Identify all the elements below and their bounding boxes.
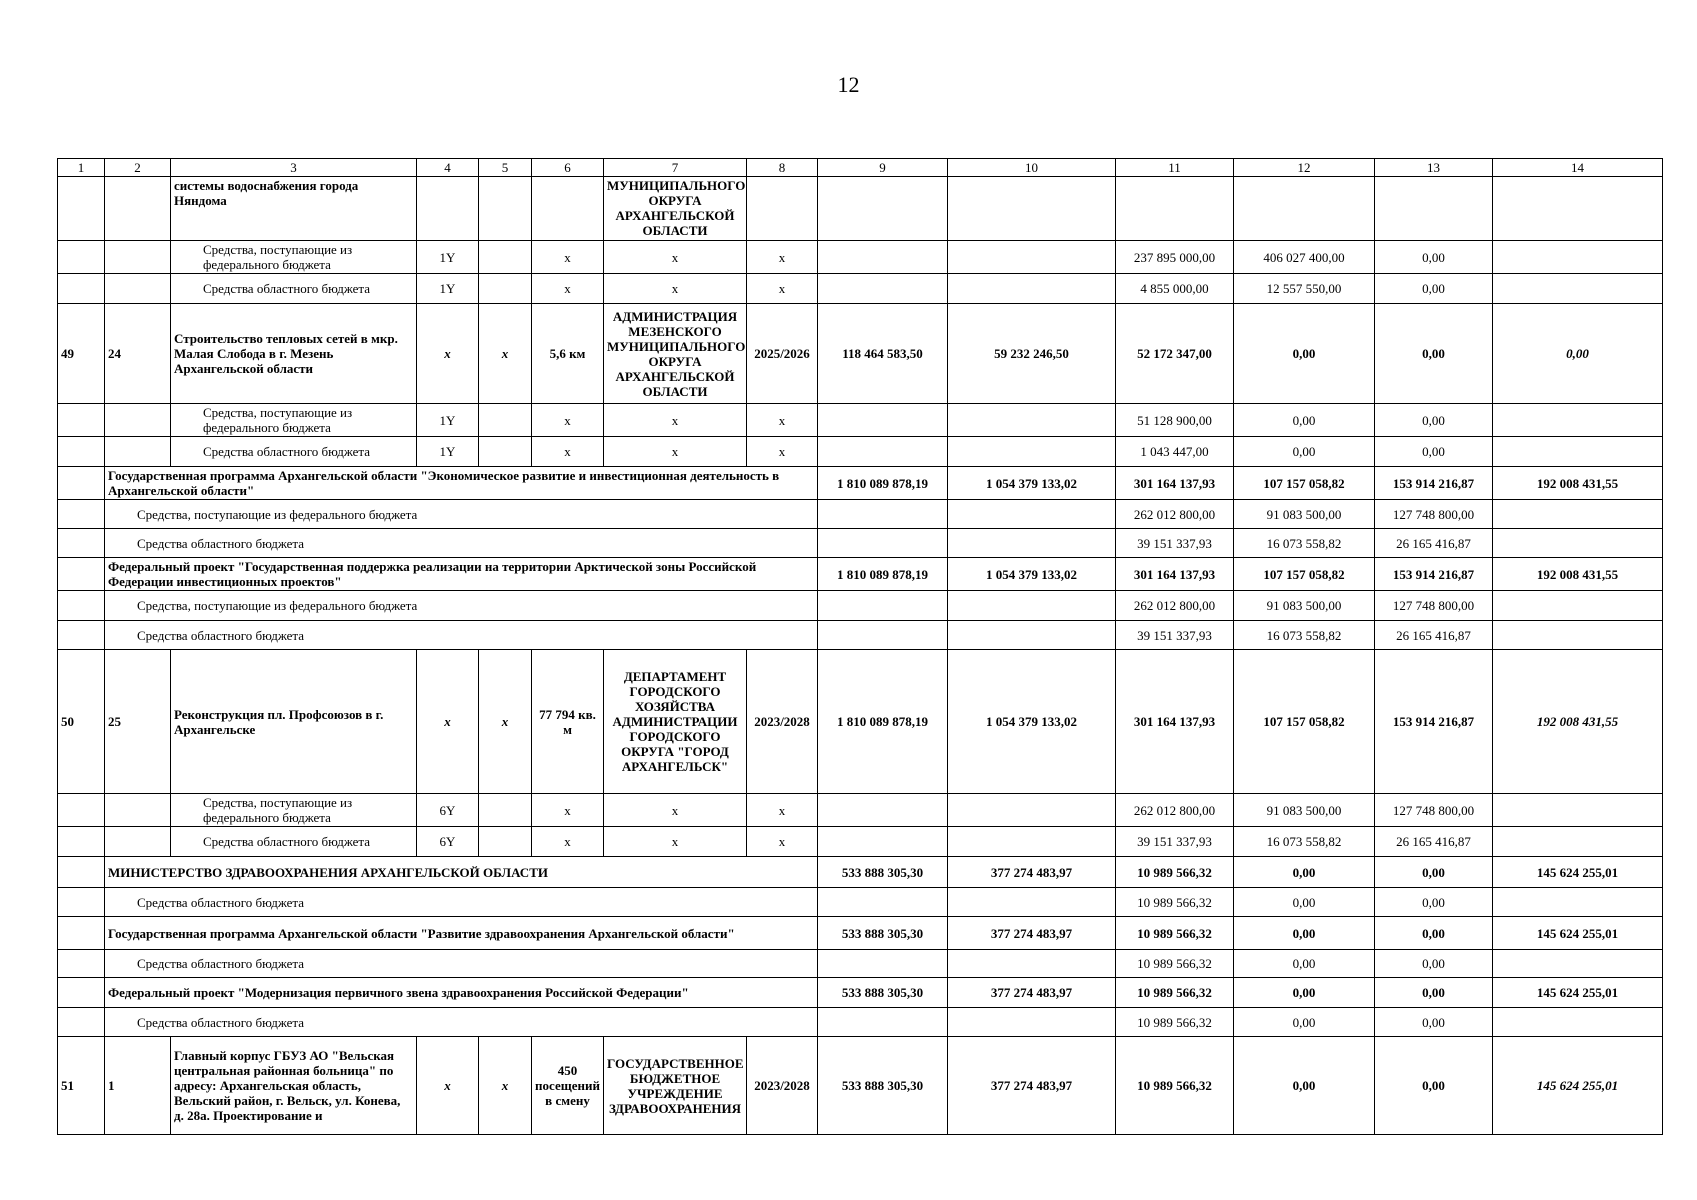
capacity-cell: 5,6 км	[532, 304, 604, 404]
empty-cell	[948, 274, 1116, 304]
empty-cell	[948, 1008, 1116, 1037]
amount-cell: 1 054 379 133,02	[948, 558, 1116, 591]
mark-cell: х	[532, 274, 604, 304]
empty-cell	[818, 827, 948, 857]
code-cell: х	[417, 650, 479, 794]
amount-cell: 10 989 566,32	[1116, 1037, 1234, 1135]
empty-cell	[58, 437, 105, 467]
amount-cell: 10 989 566,32	[1116, 978, 1234, 1008]
capacity-cell	[532, 177, 604, 241]
amount-cell: 107 157 058,82	[1234, 650, 1375, 794]
code-cell: х	[417, 304, 479, 404]
program-title-cell: Государственная программа Архангельской области "Экономическое развитие и инвестиционная деятельность в Архангельской области"	[105, 467, 818, 500]
empty-cell	[948, 888, 1116, 917]
funding-source-label: Средства областного бюджета	[171, 827, 417, 857]
amount-cell: 153 914 216,87	[1375, 558, 1493, 591]
code-cell: 1Y	[417, 404, 479, 437]
funding-source-label: Средства, поступающие из федерального бюджета	[105, 591, 818, 621]
item-number-cell: 1	[105, 1037, 171, 1135]
funding-source-label: Средства областного бюджета	[105, 1008, 818, 1037]
empty-cell	[58, 591, 105, 621]
amount-cell: 107 157 058,82	[1234, 558, 1375, 591]
empty-cell	[818, 404, 948, 437]
empty-cell	[58, 827, 105, 857]
code-cell: 1Y	[417, 437, 479, 467]
amount-cell: 10 989 566,32	[1116, 857, 1234, 888]
mark-cell: х	[604, 404, 747, 437]
empty-cell	[1493, 274, 1663, 304]
program-total-row	[58, 558, 1663, 591]
project-row	[58, 304, 1663, 404]
column-header: 14	[1493, 159, 1663, 177]
funding-source-label: Средства областного бюджета	[105, 888, 818, 917]
empty-cell	[948, 621, 1116, 650]
amount-cell: 301 164 137,93	[1116, 558, 1234, 591]
program-total-row	[58, 917, 1663, 950]
page-number: 12	[837, 72, 860, 97]
amount-cell: 192 008 431,55	[1493, 558, 1663, 591]
empty-cell	[58, 950, 105, 978]
amount-cell: 16 073 558,82	[1234, 621, 1375, 650]
funding-source-row	[58, 404, 1663, 437]
amount-cell: 0,00	[1234, 950, 1375, 978]
amount-cell	[818, 177, 948, 241]
amount-cell: 145 624 255,01	[1493, 917, 1663, 950]
amount-cell: 377 274 483,97	[948, 857, 1116, 888]
row-number-cell: 51	[58, 1037, 105, 1135]
empty-cell	[948, 500, 1116, 529]
column-header: 9	[818, 159, 948, 177]
empty-cell	[818, 794, 948, 827]
amount-cell: 39 151 337,93	[1116, 827, 1234, 857]
empty-cell	[58, 794, 105, 827]
amount-cell: 0,00	[1375, 1037, 1493, 1135]
amount-cell: 0,00	[1375, 888, 1493, 917]
amount-cell: 91 083 500,00	[1234, 591, 1375, 621]
customer-cell: АДМИНИСТРАЦИЯ МЕЗЕНСКОГО МУНИЦИПАЛЬНОГО ОКРУГА АРХАНГЕЛЬСКОЙ ОБЛАСТИ	[604, 304, 747, 404]
amount-cell: 0,00	[1375, 857, 1493, 888]
column-header: 10	[948, 159, 1116, 177]
mark-cell: х	[604, 437, 747, 467]
empty-cell	[948, 950, 1116, 978]
empty-cell	[105, 794, 171, 827]
program-total-row	[58, 857, 1663, 888]
customer-cell: ДЕПАРТАМЕНТ ГОРОДСКОГО ХОЗЯЙСТВА АДМИНИСТРАЦИИ ГОРОДСКОГО ОКРУГА "ГОРОД АРХАНГЕЛЬСК"	[604, 650, 747, 794]
budget-table	[57, 158, 1663, 1135]
empty-cell	[479, 404, 532, 437]
row-number-cell: 49	[58, 304, 105, 404]
amount-cell: 406 027 400,00	[1234, 241, 1375, 274]
project-row	[58, 1037, 1663, 1135]
period-cell	[747, 177, 818, 241]
amount-cell: 153 914 216,87	[1375, 650, 1493, 794]
column-header: 2	[105, 159, 171, 177]
mark-cell: х	[532, 241, 604, 274]
empty-cell	[105, 274, 171, 304]
amount-cell: 0,00	[1493, 304, 1663, 404]
funding-source-row	[58, 437, 1663, 467]
amount-cell: 533 888 305,30	[818, 1037, 948, 1135]
amount-cell: 10 989 566,32	[1116, 1008, 1234, 1037]
amount-cell: 0,00	[1234, 1008, 1375, 1037]
item-number-cell	[105, 177, 171, 241]
amount-cell	[948, 177, 1116, 241]
amount-cell: 1 054 379 133,02	[948, 467, 1116, 500]
mark-cell: х	[747, 241, 818, 274]
empty-cell	[58, 500, 105, 529]
amount-cell: 533 888 305,30	[818, 917, 948, 950]
project-name-cell: Реконструкция пл. Профсоюзов в г. Архангельске	[171, 650, 417, 794]
empty-cell	[948, 404, 1116, 437]
empty-cell	[948, 241, 1116, 274]
mark-cell: х	[604, 274, 747, 304]
mark-cell: х	[747, 827, 818, 857]
empty-cell	[948, 437, 1116, 467]
amount-cell: 16 073 558,82	[1234, 827, 1375, 857]
empty-cell	[1493, 241, 1663, 274]
amount-cell	[1493, 177, 1663, 241]
amount-cell: 0,00	[1234, 857, 1375, 888]
funding-source-label: Средства областного бюджета	[105, 621, 818, 650]
empty-cell	[818, 241, 948, 274]
program-total-row	[58, 978, 1663, 1008]
code-cell: х	[479, 650, 532, 794]
code-cell: х	[479, 1037, 532, 1135]
empty-cell	[58, 241, 105, 274]
amount-cell: 10 989 566,32	[1116, 917, 1234, 950]
column-header: 12	[1234, 159, 1375, 177]
amount-cell: 0,00	[1234, 1037, 1375, 1135]
empty-cell	[818, 950, 948, 978]
amount-cell: 0,00	[1234, 888, 1375, 917]
mark-cell: х	[747, 794, 818, 827]
empty-cell	[58, 917, 105, 950]
amount-cell: 145 624 255,01	[1493, 857, 1663, 888]
amount-cell: 153 914 216,87	[1375, 467, 1493, 500]
funding-source-label: Средства областного бюджета	[105, 950, 818, 978]
code-cell	[417, 177, 479, 241]
amount-cell: 1 054 379 133,02	[948, 650, 1116, 794]
amount-cell: 52 172 347,00	[1116, 304, 1234, 404]
program-funding-row	[58, 529, 1663, 558]
amount-cell: 0,00	[1375, 1008, 1493, 1037]
customer-cell: ГОСУДАРСТВЕННОЕ БЮДЖЕТНОЕ УЧРЕЖДЕНИЕ ЗДРАВООХРАНЕНИЯ	[604, 1037, 747, 1135]
funding-source-label: Средства, поступающие из федерального бюджета	[105, 500, 818, 529]
code-cell: 6Y	[417, 794, 479, 827]
amount-cell: 262 012 800,00	[1116, 591, 1234, 621]
program-title-cell: Федеральный проект "Модернизация первичного звена здравоохранения Российской Федерации"	[105, 978, 818, 1008]
empty-cell	[818, 1008, 948, 1037]
project-name-cell: Строительство тепловых сетей в мкр. Малая Слобода в г. Мезень Архангельской области	[171, 304, 417, 404]
amount-cell: 145 624 255,01	[1493, 978, 1663, 1008]
empty-cell	[1493, 827, 1663, 857]
funding-source-label: Средства, поступающие из федерального бюджета	[171, 241, 417, 274]
program-funding-row	[58, 950, 1663, 978]
funding-source-row	[58, 794, 1663, 827]
empty-cell	[479, 437, 532, 467]
empty-cell	[818, 888, 948, 917]
empty-cell	[1493, 794, 1663, 827]
mark-cell: х	[532, 794, 604, 827]
amount-cell: 1 810 089 878,19	[818, 650, 948, 794]
period-cell: 2023/2028	[747, 650, 818, 794]
code-cell: х	[417, 1037, 479, 1135]
empty-cell	[1493, 1008, 1663, 1037]
column-header: 13	[1375, 159, 1493, 177]
amount-cell: 51 128 900,00	[1116, 404, 1234, 437]
amount-cell: 0,00	[1234, 304, 1375, 404]
empty-cell	[1493, 404, 1663, 437]
funding-source-row	[58, 241, 1663, 274]
amount-cell: 0,00	[1375, 274, 1493, 304]
amount-cell: 0,00	[1375, 978, 1493, 1008]
column-header: 3	[171, 159, 417, 177]
amount-cell: 4 855 000,00	[1116, 274, 1234, 304]
empty-cell	[818, 621, 948, 650]
amount-cell: 127 748 800,00	[1375, 500, 1493, 529]
code-cell: 1Y	[417, 241, 479, 274]
amount-cell: 0,00	[1234, 437, 1375, 467]
funding-source-label: Средства областного бюджета	[171, 437, 417, 467]
program-title-cell: Государственная программа Архангельской области "Развитие здравоохранения Архангельской области"	[105, 917, 818, 950]
amount-cell: 0,00	[1375, 304, 1493, 404]
mark-cell: х	[747, 404, 818, 437]
amount-cell: 377 274 483,97	[948, 1037, 1116, 1135]
amount-cell: 39 151 337,93	[1116, 621, 1234, 650]
empty-cell	[818, 500, 948, 529]
code-cell: х	[479, 304, 532, 404]
column-header: 4	[417, 159, 479, 177]
empty-cell	[58, 404, 105, 437]
program-title-cell: Федеральный проект "Государственная поддержка реализации на территории Арктической зоны Российской Федерации инвестиционных проектов"	[105, 558, 818, 591]
mark-cell: х	[532, 827, 604, 857]
program-title-cell: МИНИСТЕРСТВО ЗДРАВООХРАНЕНИЯ АРХАНГЕЛЬСКОЙ ОБЛАСТИ	[105, 857, 818, 888]
amount-cell: 107 157 058,82	[1234, 467, 1375, 500]
empty-cell	[58, 888, 105, 917]
empty-cell	[479, 241, 532, 274]
item-number-cell: 24	[105, 304, 171, 404]
amount-cell: 0,00	[1375, 404, 1493, 437]
mark-cell: х	[532, 404, 604, 437]
period-cell: 2023/2028	[747, 1037, 818, 1135]
amount-cell: 91 083 500,00	[1234, 500, 1375, 529]
mark-cell: х	[532, 437, 604, 467]
row-number-cell	[58, 177, 105, 241]
empty-cell	[1493, 437, 1663, 467]
amount-cell: 301 164 137,93	[1116, 467, 1234, 500]
funding-source-label: Средства, поступающие из федерального бюджета	[171, 404, 417, 437]
empty-cell	[479, 827, 532, 857]
empty-cell	[1493, 591, 1663, 621]
column-header: 6	[532, 159, 604, 177]
empty-cell	[948, 794, 1116, 827]
program-total-row	[58, 467, 1663, 500]
project-row	[58, 650, 1663, 794]
amount-cell: 16 073 558,82	[1234, 529, 1375, 558]
amount-cell: 262 012 800,00	[1116, 500, 1234, 529]
program-funding-row	[58, 888, 1663, 917]
funding-source-row	[58, 274, 1663, 304]
amount-cell	[1375, 177, 1493, 241]
amount-cell: 533 888 305,30	[818, 978, 948, 1008]
project-name-cell: Главный корпус ГБУЗ АО "Вельская центральная районная больница" по адресу: Архангельская область, Вельский район, г. Вельск, ул. Конева, д. 28а. Проектирование и	[171, 1037, 417, 1135]
empty-cell	[818, 591, 948, 621]
amount-cell: 0,00	[1375, 917, 1493, 950]
amount-cell: 10 989 566,32	[1116, 950, 1234, 978]
empty-cell	[1493, 621, 1663, 650]
amount-cell: 0,00	[1375, 241, 1493, 274]
empty-cell	[58, 467, 105, 500]
empty-cell	[105, 827, 171, 857]
capacity-cell: 450 посещений в смену	[532, 1037, 604, 1135]
amount-cell: 0,00	[1375, 437, 1493, 467]
funding-source-row	[58, 827, 1663, 857]
empty-cell	[58, 857, 105, 888]
project-row	[58, 177, 1663, 241]
program-funding-row	[58, 621, 1663, 650]
mark-cell: х	[747, 437, 818, 467]
program-funding-row	[58, 1008, 1663, 1037]
column-header: 8	[747, 159, 818, 177]
amount-cell: 1 810 089 878,19	[818, 467, 948, 500]
empty-cell	[105, 437, 171, 467]
empty-cell	[818, 274, 948, 304]
empty-cell	[58, 1008, 105, 1037]
mark-cell: х	[604, 241, 747, 274]
empty-cell	[479, 274, 532, 304]
funding-source-label: Средства областного бюджета	[105, 529, 818, 558]
amount-cell	[1234, 177, 1375, 241]
amount-cell: 192 008 431,55	[1493, 467, 1663, 500]
empty-cell	[818, 437, 948, 467]
amount-cell: 0,00	[1234, 978, 1375, 1008]
empty-cell	[948, 827, 1116, 857]
amount-cell: 301 164 137,93	[1116, 650, 1234, 794]
empty-cell	[1493, 950, 1663, 978]
column-header: 11	[1116, 159, 1234, 177]
empty-cell	[1493, 888, 1663, 917]
empty-cell	[1493, 529, 1663, 558]
empty-cell	[58, 274, 105, 304]
column-header: 5	[479, 159, 532, 177]
empty-cell	[105, 241, 171, 274]
amount-cell: 127 748 800,00	[1375, 591, 1493, 621]
amount-cell: 377 274 483,97	[948, 917, 1116, 950]
amount-cell: 533 888 305,30	[818, 857, 948, 888]
amount-cell: 10 989 566,32	[1116, 888, 1234, 917]
code-cell	[479, 177, 532, 241]
amount-cell: 1 810 089 878,19	[818, 558, 948, 591]
amount-cell: 262 012 800,00	[1116, 794, 1234, 827]
period-cell: 2025/2026	[747, 304, 818, 404]
funding-source-label: Средства областного бюджета	[171, 274, 417, 304]
amount-cell: 59 232 246,50	[948, 304, 1116, 404]
amount-cell: 91 083 500,00	[1234, 794, 1375, 827]
amount-cell: 39 151 337,93	[1116, 529, 1234, 558]
amount-cell: 26 165 416,87	[1375, 827, 1493, 857]
column-header: 7	[604, 159, 747, 177]
code-cell: 1Y	[417, 274, 479, 304]
empty-cell	[58, 529, 105, 558]
empty-cell	[948, 591, 1116, 621]
customer-cell: МУНИЦИПАЛЬНОГО ОКРУГА АРХАНГЕЛЬСКОЙ ОБЛАСТИ	[604, 177, 747, 241]
amount-cell: 0,00	[1234, 404, 1375, 437]
code-cell: 6Y	[417, 827, 479, 857]
mark-cell: х	[604, 827, 747, 857]
amount-cell: 237 895 000,00	[1116, 241, 1234, 274]
column-number-header	[58, 159, 1663, 177]
program-funding-row	[58, 591, 1663, 621]
project-name-cell: системы водоснабжения города Няндома	[171, 177, 417, 241]
empty-cell	[818, 529, 948, 558]
empty-cell	[105, 404, 171, 437]
amount-cell: 192 008 431,55	[1493, 650, 1663, 794]
empty-cell	[58, 978, 105, 1008]
amount-cell: 118 464 583,50	[818, 304, 948, 404]
empty-cell	[948, 529, 1116, 558]
row-number-cell: 50	[58, 650, 105, 794]
funding-source-label: Средства, поступающие из федерального бюджета	[171, 794, 417, 827]
amount-cell: 26 165 416,87	[1375, 621, 1493, 650]
amount-cell: 12 557 550,00	[1234, 274, 1375, 304]
capacity-cell: 77 794 кв. м	[532, 650, 604, 794]
amount-cell: 0,00	[1375, 950, 1493, 978]
amount-cell: 1 043 447,00	[1116, 437, 1234, 467]
empty-cell	[1493, 500, 1663, 529]
empty-cell	[58, 621, 105, 650]
empty-cell	[58, 558, 105, 591]
amount-cell: 377 274 483,97	[948, 978, 1116, 1008]
item-number-cell: 25	[105, 650, 171, 794]
mark-cell: х	[604, 794, 747, 827]
column-header: 1	[58, 159, 105, 177]
empty-cell	[479, 794, 532, 827]
amount-cell: 26 165 416,87	[1375, 529, 1493, 558]
amount-cell: 0,00	[1234, 917, 1375, 950]
program-funding-row	[58, 500, 1663, 529]
amount-cell: 145 624 255,01	[1493, 1037, 1663, 1135]
mark-cell: х	[747, 274, 818, 304]
amount-cell	[1116, 177, 1234, 241]
amount-cell: 127 748 800,00	[1375, 794, 1493, 827]
